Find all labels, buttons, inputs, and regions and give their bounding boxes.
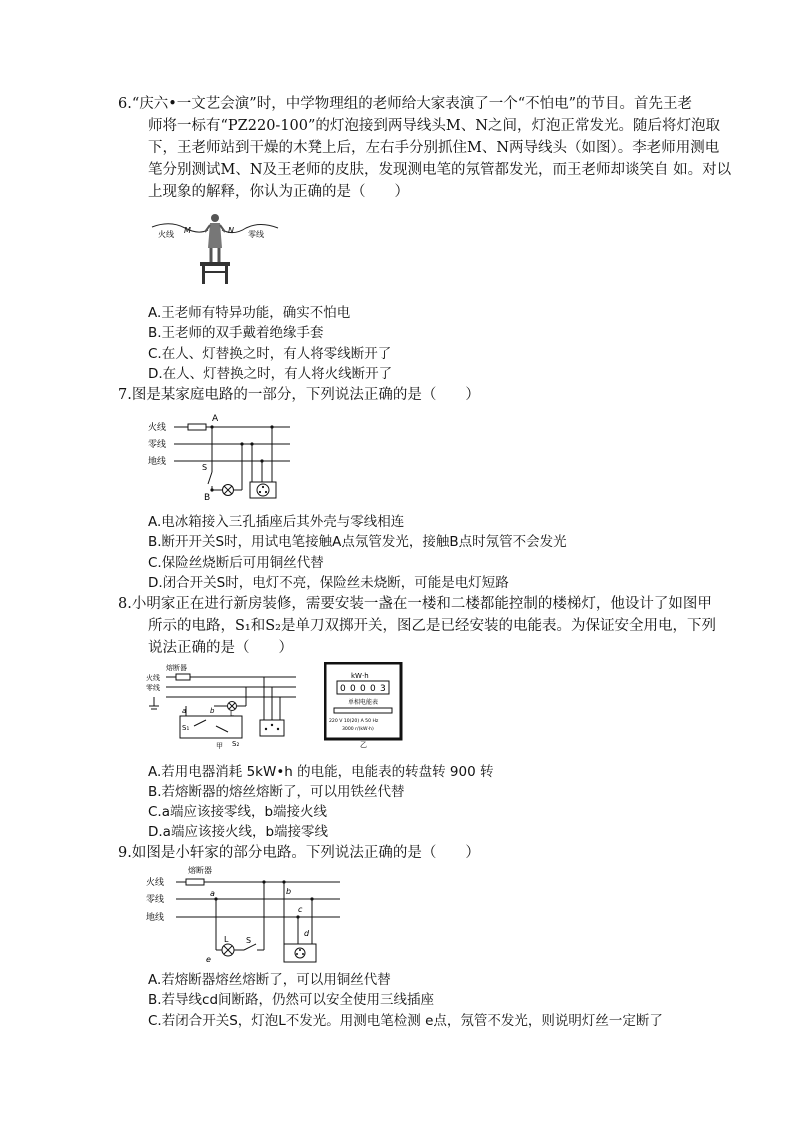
svg-text:L: L <box>230 710 234 718</box>
svg-text:熔断器: 熔断器 <box>188 866 212 875</box>
svg-text:0: 0 <box>360 684 366 694</box>
q8-energy-meter-yi <box>324 662 404 748</box>
q8-circuit-figure-jia <box>146 662 306 750</box>
svg-text:0: 0 <box>340 684 346 694</box>
svg-text:B: B <box>204 493 211 502</box>
q9-option-b: B.若导线cd间断路，仍然可以安全使用三线插座 <box>148 992 435 1008</box>
q6-option-c: C.在人、灯替换之时，有人将零线断开了 <box>148 346 392 362</box>
svg-text:c: c <box>298 905 303 914</box>
svg-text:熔断器: 熔断器 <box>166 664 187 672</box>
q6-line-3: 下，王老师站到干燥的木凳上后，左右手分别抓住M、N两导线头（如图）。李老师用测电 <box>148 140 720 156</box>
svg-text:甲: 甲 <box>216 742 223 750</box>
svg-text:3000 r/(kW·h): 3000 r/(kW·h) <box>342 727 374 732</box>
q6-figure <box>150 208 280 290</box>
q6-option-a: A.王老师有特异功能，确实不怕电 <box>148 305 351 321</box>
svg-text:b: b <box>286 887 292 896</box>
q9-stem: 9.如图是小轩家的部分电路。下列说法正确的是（ ） <box>118 845 480 861</box>
q7-stem: 7.图是某家庭电路的一部分，下列说法正确的是（ ） <box>118 387 480 403</box>
q6-live-label: 火线 <box>158 230 174 239</box>
svg-text:零线: 零线 <box>146 895 165 905</box>
q9-circuit-figure <box>144 864 344 968</box>
q6-line-2: 师将一标有“PZ220-100”的灯泡接到两导线头M、N之间，灯泡正常发光。随后将灯泡取 <box>148 118 720 134</box>
q8-option-b: B.若熔断器的熔丝熔断了，可以用铁丝代替 <box>148 784 405 800</box>
svg-text:A: A <box>212 414 219 424</box>
svg-text:0: 0 <box>350 684 356 694</box>
svg-text:零线: 零线 <box>148 440 167 450</box>
q8-option-d: D.a端应该接火线，b端接零线 <box>148 824 329 840</box>
q7-option-a: A.电冰箱接入三孔插座后其外壳与零线相连 <box>148 514 405 530</box>
q6-line-5: 上现象的解释，你认为正确的是（ ） <box>148 184 409 200</box>
q7-option-c: C.保险丝烧断后可用铜丝代替 <box>148 555 324 571</box>
q6-line-4: 笔分别测试M、N及王老师的皮肤，发现测电笔的氖管都发光，而王老师却谈笑自 如。对以 <box>148 162 732 178</box>
q9-option-a: A.若熔断器熔丝熔断了，可以用铜丝代替 <box>148 972 391 988</box>
svg-text:火线: 火线 <box>148 423 167 433</box>
q8-option-a: A.若用电器消耗 5kW•h 的电能，电能表的转盘转 900 转 <box>148 764 494 780</box>
svg-text:S: S <box>246 936 252 945</box>
svg-text:L: L <box>224 935 229 944</box>
q6-neutral-label: 零线 <box>248 230 264 239</box>
q6-option-b: B.王老师的双手戴着绝缘手套 <box>148 325 324 341</box>
q8-option-c: C.a端应该接零线，b端接火线 <box>148 804 328 820</box>
q9-option-c: C.若闭合开关S，灯泡L不发光。用测电笔检测 e点，氖管不发光，则说明灯丝一定断了 <box>148 1013 663 1029</box>
svg-text:火线: 火线 <box>146 878 165 888</box>
svg-text:N: N <box>228 226 234 235</box>
svg-text:乙: 乙 <box>360 741 367 748</box>
q6-line-1: 6.“庆六•一文艺会演”时，中学物理组的老师给大家表演了一个“不怕电”的节目。首先王老 <box>118 96 693 112</box>
svg-text:e: e <box>206 955 211 964</box>
q7-option-b: B.断开开关S时，用试电笔接触A点氖管发光，接触B点时氖管不会发光 <box>148 534 567 550</box>
person-body <box>208 223 222 248</box>
q7-circuit-figure <box>148 410 298 502</box>
q8-line-1: 8.小明家正在进行新房装修，需要安装一盏在一楼和二楼都能控制的楼梯灯，他设计了如图甲 <box>118 596 712 612</box>
svg-text:a: a <box>210 889 215 898</box>
svg-text:d: d <box>304 929 310 938</box>
svg-text:kW·h: kW·h <box>351 672 369 680</box>
svg-text:3: 3 <box>380 684 386 694</box>
q6-option-d: D.在人、灯替换之时，有人将火线断开了 <box>148 366 393 382</box>
svg-text:220 V 10(20) A 50 Hz: 220 V 10(20) A 50 Hz <box>329 719 379 724</box>
svg-text:a: a <box>182 707 187 715</box>
svg-text:b: b <box>210 707 215 715</box>
stool-top <box>200 262 230 266</box>
q7-option-d: D.闭合开关S时，电灯不亮，保险丝未烧断，可能是电灯短路 <box>148 575 509 591</box>
svg-text:零线: 零线 <box>146 684 160 692</box>
svg-text:S₂: S₂ <box>232 740 240 748</box>
svg-text:火线: 火线 <box>146 674 160 682</box>
q8-line-2: 所示的电路，S₁和S₂是单刀双掷开关，图乙是已经安装的电能表。为保证安全用电，下列 <box>148 618 716 634</box>
svg-text:S₁: S₁ <box>182 724 190 732</box>
fuse <box>188 424 206 430</box>
svg-text:M: M <box>184 226 191 235</box>
svg-text:S: S <box>202 463 208 472</box>
svg-text:单相电能表: 单相电能表 <box>348 699 379 706</box>
person-head <box>211 214 219 222</box>
svg-text:0: 0 <box>370 684 376 694</box>
q8-line-3: 说法正确的是（ ） <box>148 640 293 656</box>
svg-text:地线: 地线 <box>146 913 165 923</box>
svg-text:地线: 地线 <box>148 457 167 467</box>
